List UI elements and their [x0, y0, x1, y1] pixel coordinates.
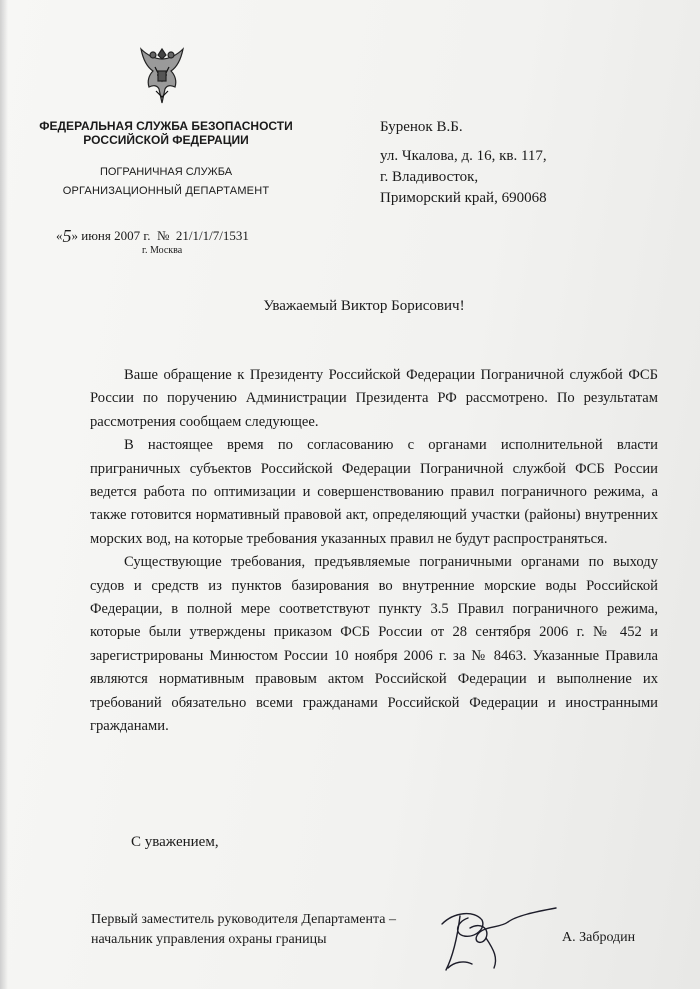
date-close-quote: »: [71, 228, 78, 243]
position-line2: начальник управления охраны границы: [91, 932, 327, 947]
body-paragraph: Существующие требования, предъявляемые пограничными органами по выходу судов и средств из пунктов базирования во внутренние морские воды Российской Федерации, в полной мере соответствуют пункту 3.5 Правил пограничного режима, которые были утверждены приказом ФСБ России от 28 сентября 2006 г. № 452 и зарегистрированы Минюстом России 10 ноября 2006 г. за № 8463. Указанные Правила являются нормативным правовым актом Российской Федерации и выполнение их требований обязательно всеми гражданами Российской Федерации и иностранными гражданами.: [90, 554, 658, 735]
letter-body: [90, 364, 658, 739]
month-year: июня 2007 г.: [81, 228, 151, 243]
letter-reference: [56, 224, 296, 256]
scan-edge-shadow: [0, 0, 8, 989]
double-headed-eagle-icon: [137, 45, 187, 109]
addressee-name: Буренок В.Б.: [380, 119, 463, 135]
service-name: ПОГРАНИЧНАЯ СЛУЖБА: [99, 166, 233, 178]
signatory-position: [91, 910, 396, 950]
handwritten-day: 5: [62, 226, 72, 246]
number-sign: №: [156, 228, 170, 243]
addressee-block: [380, 117, 547, 209]
addressee-region: Приморский край, 690068: [380, 190, 547, 206]
date-open-quote: «: [56, 228, 63, 243]
addressee-street: ул. Чкалова, д. 16, кв. 117,: [380, 148, 547, 164]
org-name-line2: РОССИЙСКОЙ ФЕДЕРАЦИИ: [83, 133, 249, 147]
date-and-number: [56, 224, 296, 245]
issue-city: г. Москва: [142, 245, 183, 256]
closing: С уважением,: [131, 834, 219, 850]
addressee-city: г. Владивосток,: [380, 169, 479, 185]
reference-number: 21/1/1/7/1531: [175, 228, 249, 243]
body-paragraph: В настоящее время по согласованию с органами исполнительной власти приграничных субъектов Российской Федерации Пограничной службой ФСБ России ведется работа по оптимизации и совершенствованию правил пограничного режима, а также готовится нормативный правовой акт, определяющий участки (районы) внутренних морских вод, на которые требования указанных правил не будут распространяться.: [90, 437, 658, 547]
body-paragraph: Ваше обращение к Президенту Российской Федерации Пограничной службой ФСБ России по поручению Администрации Президента РФ рассмотрено. По результатам рассмотрения сообщаем следующее.: [90, 367, 658, 430]
greeting: Уважаемый Виктор Борисович!: [263, 298, 465, 314]
signer-name: А. Забродин: [562, 930, 636, 945]
sender-organization: [28, 119, 304, 198]
org-name-line1: ФЕДЕРАЛЬНАЯ СЛУЖБА БЕЗОПАСНОСТИ: [39, 119, 293, 133]
department-name: ОРГАНИЗАЦИОННЫЙ ДЕПАРТАМЕНТ: [62, 185, 270, 197]
position-line1: Первый заместитель руководителя Департамента –: [91, 912, 396, 927]
handwritten-signature: [424, 898, 564, 978]
